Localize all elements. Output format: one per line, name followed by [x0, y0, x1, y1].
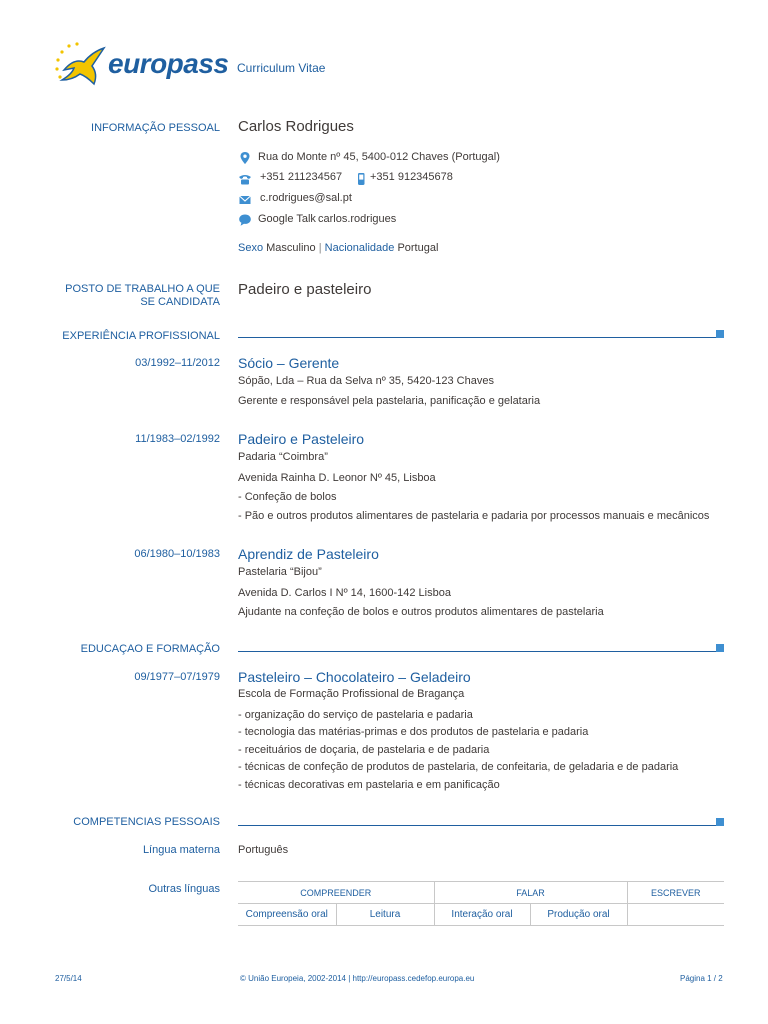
- phone-icon: [238, 172, 252, 186]
- understanding-header: COMPREENDER: [238, 882, 434, 904]
- experience-employer: Padaria “Coimbra”: [238, 451, 328, 463]
- education-bullet: - receituários de doçaria, de pastelaria e de padaria: [238, 744, 490, 756]
- section-divider: [238, 337, 717, 338]
- europass-wordmark: europass: [108, 48, 229, 79]
- experience-task: - Pão e outros produtos alimentares de pastelaria e padaria por processos manuais e mecânicos: [238, 510, 710, 522]
- footer-date: 27/5/14: [55, 974, 82, 983]
- experience-dates: 03/1992–11/2012: [135, 357, 220, 369]
- experience-address: Avenida Rainha D. Leonor Nº 45, Lisboa: [238, 472, 436, 484]
- education-bullet: - organização do serviço de pastelaria e padaria: [238, 709, 473, 721]
- im-value: carlos.rodrigues: [318, 213, 397, 225]
- experience-dates: 11/1983–02/1992: [135, 433, 220, 445]
- experience-description: Ajudante na confeção de bolos e outros produtos alimentares de pastelaria: [238, 606, 604, 618]
- education-bullet: - técnicas de confeção de produtos de pastelaria, de confeitaria, de geladaria e de padaria: [238, 761, 679, 773]
- personal-details-line: [238, 242, 438, 254]
- education-bullet: - tecnologia das matérias-primas e dos produtos de pastelaria e padaria: [238, 726, 589, 738]
- sex-value: Masculino: [266, 242, 316, 254]
- section-divider: [238, 651, 717, 652]
- footer-copyright[interactable]: © União Europeia, 2002-2014 | http://europass.cedefop.europa.eu: [240, 974, 475, 983]
- experience-title: Aprendiz de Pasteleiro: [238, 546, 379, 562]
- section-divider: [238, 825, 717, 826]
- mother-tongue-value: Português: [238, 844, 289, 856]
- europass-star-icon: [52, 40, 112, 92]
- section-marker: [716, 330, 724, 338]
- job-label-line1: POSTO DE TRABALHO A QUE: [65, 283, 220, 295]
- im-label: Google Talk: [258, 213, 316, 225]
- separator: |: [318, 242, 322, 254]
- mother-tongue-label: Língua materna: [142, 844, 220, 856]
- job-title: Padeiro e pasteleiro: [238, 281, 372, 298]
- education-school: Escola de Formação Profissional de Bragança: [238, 688, 465, 700]
- address-text: Rua do Monte nº 45, 5400-012 Chaves (Portugal): [258, 151, 500, 163]
- footer-page: Página 1 / 2: [680, 974, 723, 983]
- candidate-name: Carlos Rodrigues: [238, 118, 354, 135]
- section-label-job: [65, 283, 220, 309]
- interaction-header: Interação oral: [434, 904, 530, 926]
- experience-address: Avenida D. Carlos I Nº 14, 1600-142 Lisboa: [238, 587, 451, 599]
- experience-dates: 06/1980–10/1983: [134, 548, 220, 560]
- education-dates: 09/1977–07/1979: [134, 671, 220, 683]
- experience-employer: Sópão, Lda – Rua da Selva nº 35, 5420-123 Chaves: [238, 375, 494, 387]
- section-label-experience: EXPERIÊNCIA PROFISSIONAL: [62, 330, 220, 342]
- mobile-icon: [354, 172, 368, 186]
- education-title: Pasteleiro – Chocolateiro – Geladeiro: [238, 669, 471, 685]
- phone-text[interactable]: +351 211234567: [260, 171, 343, 183]
- speaking-header: FALAR: [434, 882, 627, 904]
- section-label-education: EDUCAÇAO E FORMAÇÃO: [80, 643, 220, 655]
- mobile-text[interactable]: +351 912345678: [370, 171, 453, 183]
- listening-header: Compreensão oral: [238, 904, 336, 926]
- experience-title: Padeiro e Pasteleiro: [238, 431, 365, 447]
- email-text[interactable]: c.rodrigues@sal.pt: [260, 192, 352, 204]
- experience-employer: Pastelaria “Bijou”: [238, 566, 322, 578]
- nationality-label: Nacionalidade: [324, 242, 395, 254]
- section-marker: [716, 818, 724, 826]
- other-languages-label: Outras línguas: [148, 883, 220, 895]
- location-icon: [238, 151, 252, 165]
- experience-title: Sócio – Gerente: [238, 355, 340, 371]
- section-marker: [716, 644, 724, 652]
- experience-description: Gerente e responsável pela pastelaria, panificação e gelataria: [238, 395, 541, 407]
- education-bullet: - técnicas decorativas em pastelaria e em panificação: [238, 779, 500, 791]
- writing-cell: [627, 904, 724, 926]
- nationality-value: Portugal: [397, 242, 439, 254]
- production-header: Produção oral: [530, 904, 627, 926]
- section-label-personal: INFORMAÇÃO PESSOAL: [91, 122, 220, 134]
- experience-task: - Confeção de bolos: [238, 491, 337, 503]
- europass-logo: [52, 40, 229, 92]
- sex-label: Sexo: [238, 242, 264, 254]
- section-label-skills: COMPETENCIAS PESSOAIS: [73, 816, 220, 828]
- reading-header: Leitura: [336, 904, 434, 926]
- chat-icon: [238, 213, 252, 227]
- email-icon: [238, 193, 252, 207]
- languages-table: [238, 881, 724, 926]
- document-title: Curriculum Vitae: [237, 61, 326, 75]
- writing-header: ESCREVER: [627, 882, 724, 904]
- job-label-line2: SE CANDIDATA: [140, 296, 220, 308]
